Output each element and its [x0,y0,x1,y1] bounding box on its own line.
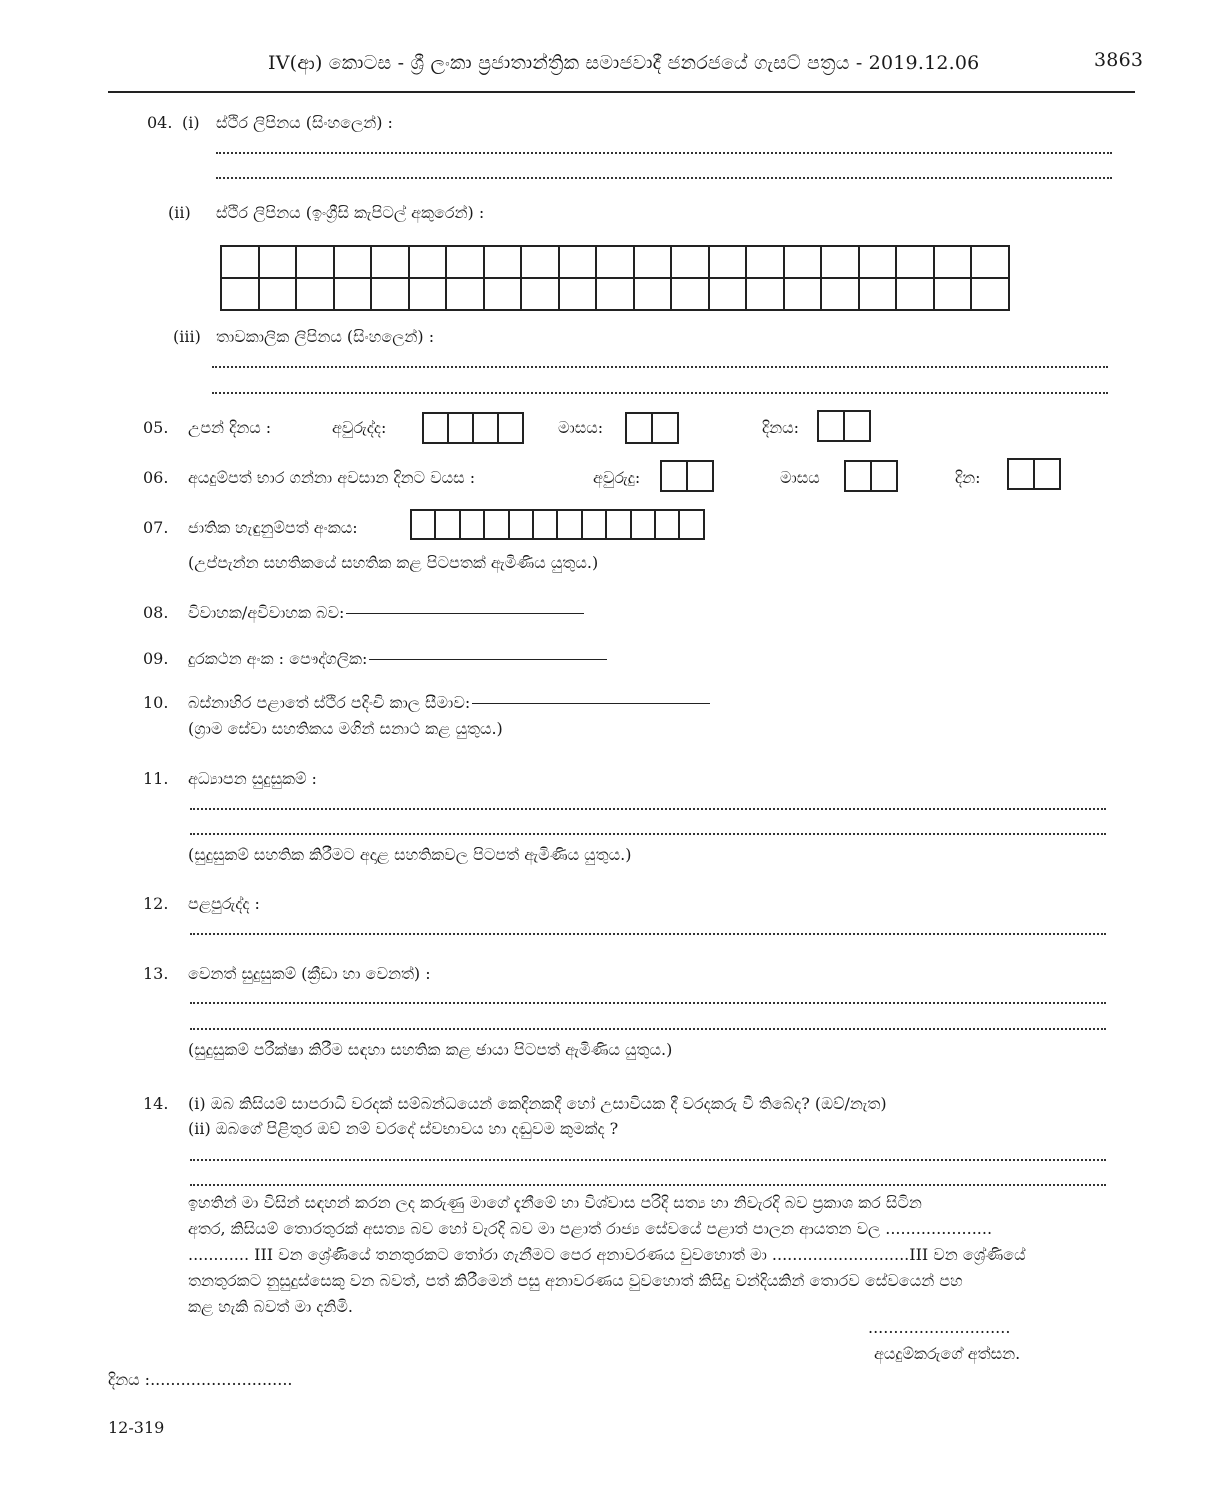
q10-number: 10. [143,693,169,712]
residence-period-note: (ග්‍රාම සේවා සහතිකය මගින් සනාථ කළ යුතුය.) [188,719,503,738]
education-line-2[interactable] [190,833,1106,835]
q11-number: 11. [143,769,169,788]
q07-number: 07. [143,518,169,537]
residence-period-line [472,703,710,704]
q06-number: 06. [143,468,169,487]
phone-line [369,659,607,660]
other-qualifications-note: (සුදුසුකම් පරීක්ෂා කිරීම සඳහා සහතික කළ ඡායා පිටපත් ඇමිණිය යුතුය.) [188,1040,673,1059]
q14-number: 14. [143,1094,169,1113]
education-line-1[interactable] [190,808,1106,810]
q09-number: 09. [143,649,169,668]
age-months-boxes[interactable] [844,460,898,492]
age-years-boxes[interactable] [660,460,714,492]
birth-year-label: අවුරුද්ද: [332,418,387,437]
residence-period-label: බස්නාහිර පළාතේ ස්ථිර පදිංචි කාල සීමාව: [188,693,471,712]
date-field[interactable] [108,1370,292,1390]
conviction-details-line-1[interactable] [190,1159,1106,1161]
birth-month-boxes[interactable] [625,412,679,444]
permanent-address-sinhala-line-1[interactable] [216,152,1112,154]
birth-month-label: මාසය: [558,418,604,437]
birth-year-boxes[interactable] [422,412,524,444]
conviction-details-question: (ii) ඔබගේ පිළිතුර ඔව් නම් වරදේ ස්වභාවය හා දඬුවම කුමක්ද ? [188,1119,619,1138]
birth-date-label: උපන් දිනය : [188,418,272,437]
footer-code: 12-319 [108,1418,165,1437]
nic-note: (උප්පැන්න සහතිකයේ සහතික කළ පිටපතක් ඇමිණිය යුතුය.) [188,553,599,572]
education-label: අධ්‍යාපන සුදුසුකම් : [188,769,317,788]
grid-row-2 [222,279,1010,311]
declaration-line: කළ හැකි බවත් මා දනිමි. [188,1297,353,1316]
age-years-label: අවුරුදු: [593,468,641,487]
q08-number: 08. [143,603,169,622]
conviction-details-line-2[interactable] [190,1184,1106,1186]
birth-day-label: දිනය: [762,418,799,437]
temporary-address-label: තාවකාලික ලිපිනය (සිංහලෙන්) : [216,327,435,346]
other-qualifications-line-2[interactable] [190,1028,1106,1030]
experience-label: පළපුරුද්ද : [188,894,260,913]
marital-status-label: විවාහක/අවිවාහක බව: [188,603,345,622]
age-days-boxes[interactable] [1007,458,1061,490]
permanent-address-sinhala-label: ස්ථිර ලිපිනය (සිංහලෙන්) : [216,113,393,132]
nic-label: ජාතික හැඳුනුම්පත් අංකය: [188,518,358,537]
q04-number: 04. [147,113,173,132]
age-months-label: මාසය [780,468,820,487]
permanent-address-english-grid[interactable] [220,245,1010,311]
grid-row-1 [222,247,1010,279]
declaration-line: ඉහතින් මා විසින් සඳහන් කරන ලද කරුණු මාගේ දැනීමේ හා විශ්වාස පරිදි සත්‍ය හා නිවැරදි බව ප්‍රකාශ කර සිටින [188,1193,922,1212]
temporary-address-line-2[interactable] [212,392,1108,394]
signature-label: අයදුම්කරුගේ අත්සන. [874,1344,1021,1363]
criminal-conviction-question: (i) ඔබ කිසියම් සාපරාධි වරදක් සම්බන්ධයෙන් කෙදිනකදී හෝ උසාවියක දී වරදකරු වී තිබේද? (ඔව්/නැත) [188,1094,887,1113]
marital-status-field[interactable] [188,603,584,623]
header-rule [108,91,1135,93]
marital-status-line [346,613,584,614]
age-days-label: දින: [955,468,981,487]
q04-i-sub: (i) [182,113,200,132]
date-label: දිනය : [108,1370,151,1389]
other-qualifications-label: වෙනත් සුදුසුකම් (ක්‍රීඩා හා වෙනත්) : [188,964,431,983]
other-qualifications-line-1[interactable] [190,1002,1106,1004]
phone-label: දුරකථන අංක : පෞද්ගලික: [188,649,368,668]
permanent-address-english-label: ස්ථිර ලිපිනය (ඉංග්‍රීසි කැපිටල් අකුරෙන්) : [216,203,485,222]
signature-line[interactable]: ............................ [868,1318,1011,1337]
declaration-paragraph [188,1190,1134,1320]
page-number: 3863 [1094,49,1144,71]
q12-number: 12. [143,894,169,913]
gazette-header-title: IV(ආ) කොටස - ශ්‍රී ලංකා ප්‍රජාතාන්ත්‍රික සමාජවාදී ජනරජයේ ගැසට් පත්‍රය - 2019.12.06 [268,52,980,74]
residence-period-field[interactable] [188,693,710,713]
birth-day-boxes[interactable] [817,410,871,442]
age-label: අයදුම්පත් භාර ගන්නා අවසාන දිනට වයස : [188,468,476,487]
declaration-line: අතර, කිසියම් තොරතුරක් අසත්‍ය බව හෝ වැරදි බව මා පළාත් රාජ්‍ය සේවයේ පළාත් පාලන ආයතන වල ..................... [188,1219,993,1238]
q04-ii-sub: (ii) [168,203,191,222]
permanent-address-sinhala-line-2[interactable] [216,177,1112,179]
date-line: ............................ [150,1370,293,1389]
education-note: (සුදුසුකම් සහතික කිරීමට අදාළ සහතිකවල පිටපත් ඇමිණිය යුතුය.) [188,845,632,864]
experience-line-1[interactable] [190,933,1106,935]
q04-iii-sub: (iii) [173,327,201,346]
phone-field[interactable] [188,649,607,669]
declaration-line: ............ III වන ශ්‍රේණියේ තනතුරකට තෝරා ගැනීමට පෙර අනාවරණය වුවහොත් මා ...........................III වන ශ්‍රේණියේ [188,1245,1026,1264]
declaration-line: තනතුරකට නුසුදුස්සෙකු වන බවත්, පත් කිරීමෙන් පසු අනාවරණය වුවහොත් කිසිදු වන්දියකින් තොරව සේවයෙන් පහ [188,1271,963,1290]
nic-number-boxes[interactable] [410,509,705,540]
temporary-address-line-1[interactable] [212,366,1108,368]
q13-number: 13. [143,964,169,983]
q05-number: 05. [143,418,169,437]
